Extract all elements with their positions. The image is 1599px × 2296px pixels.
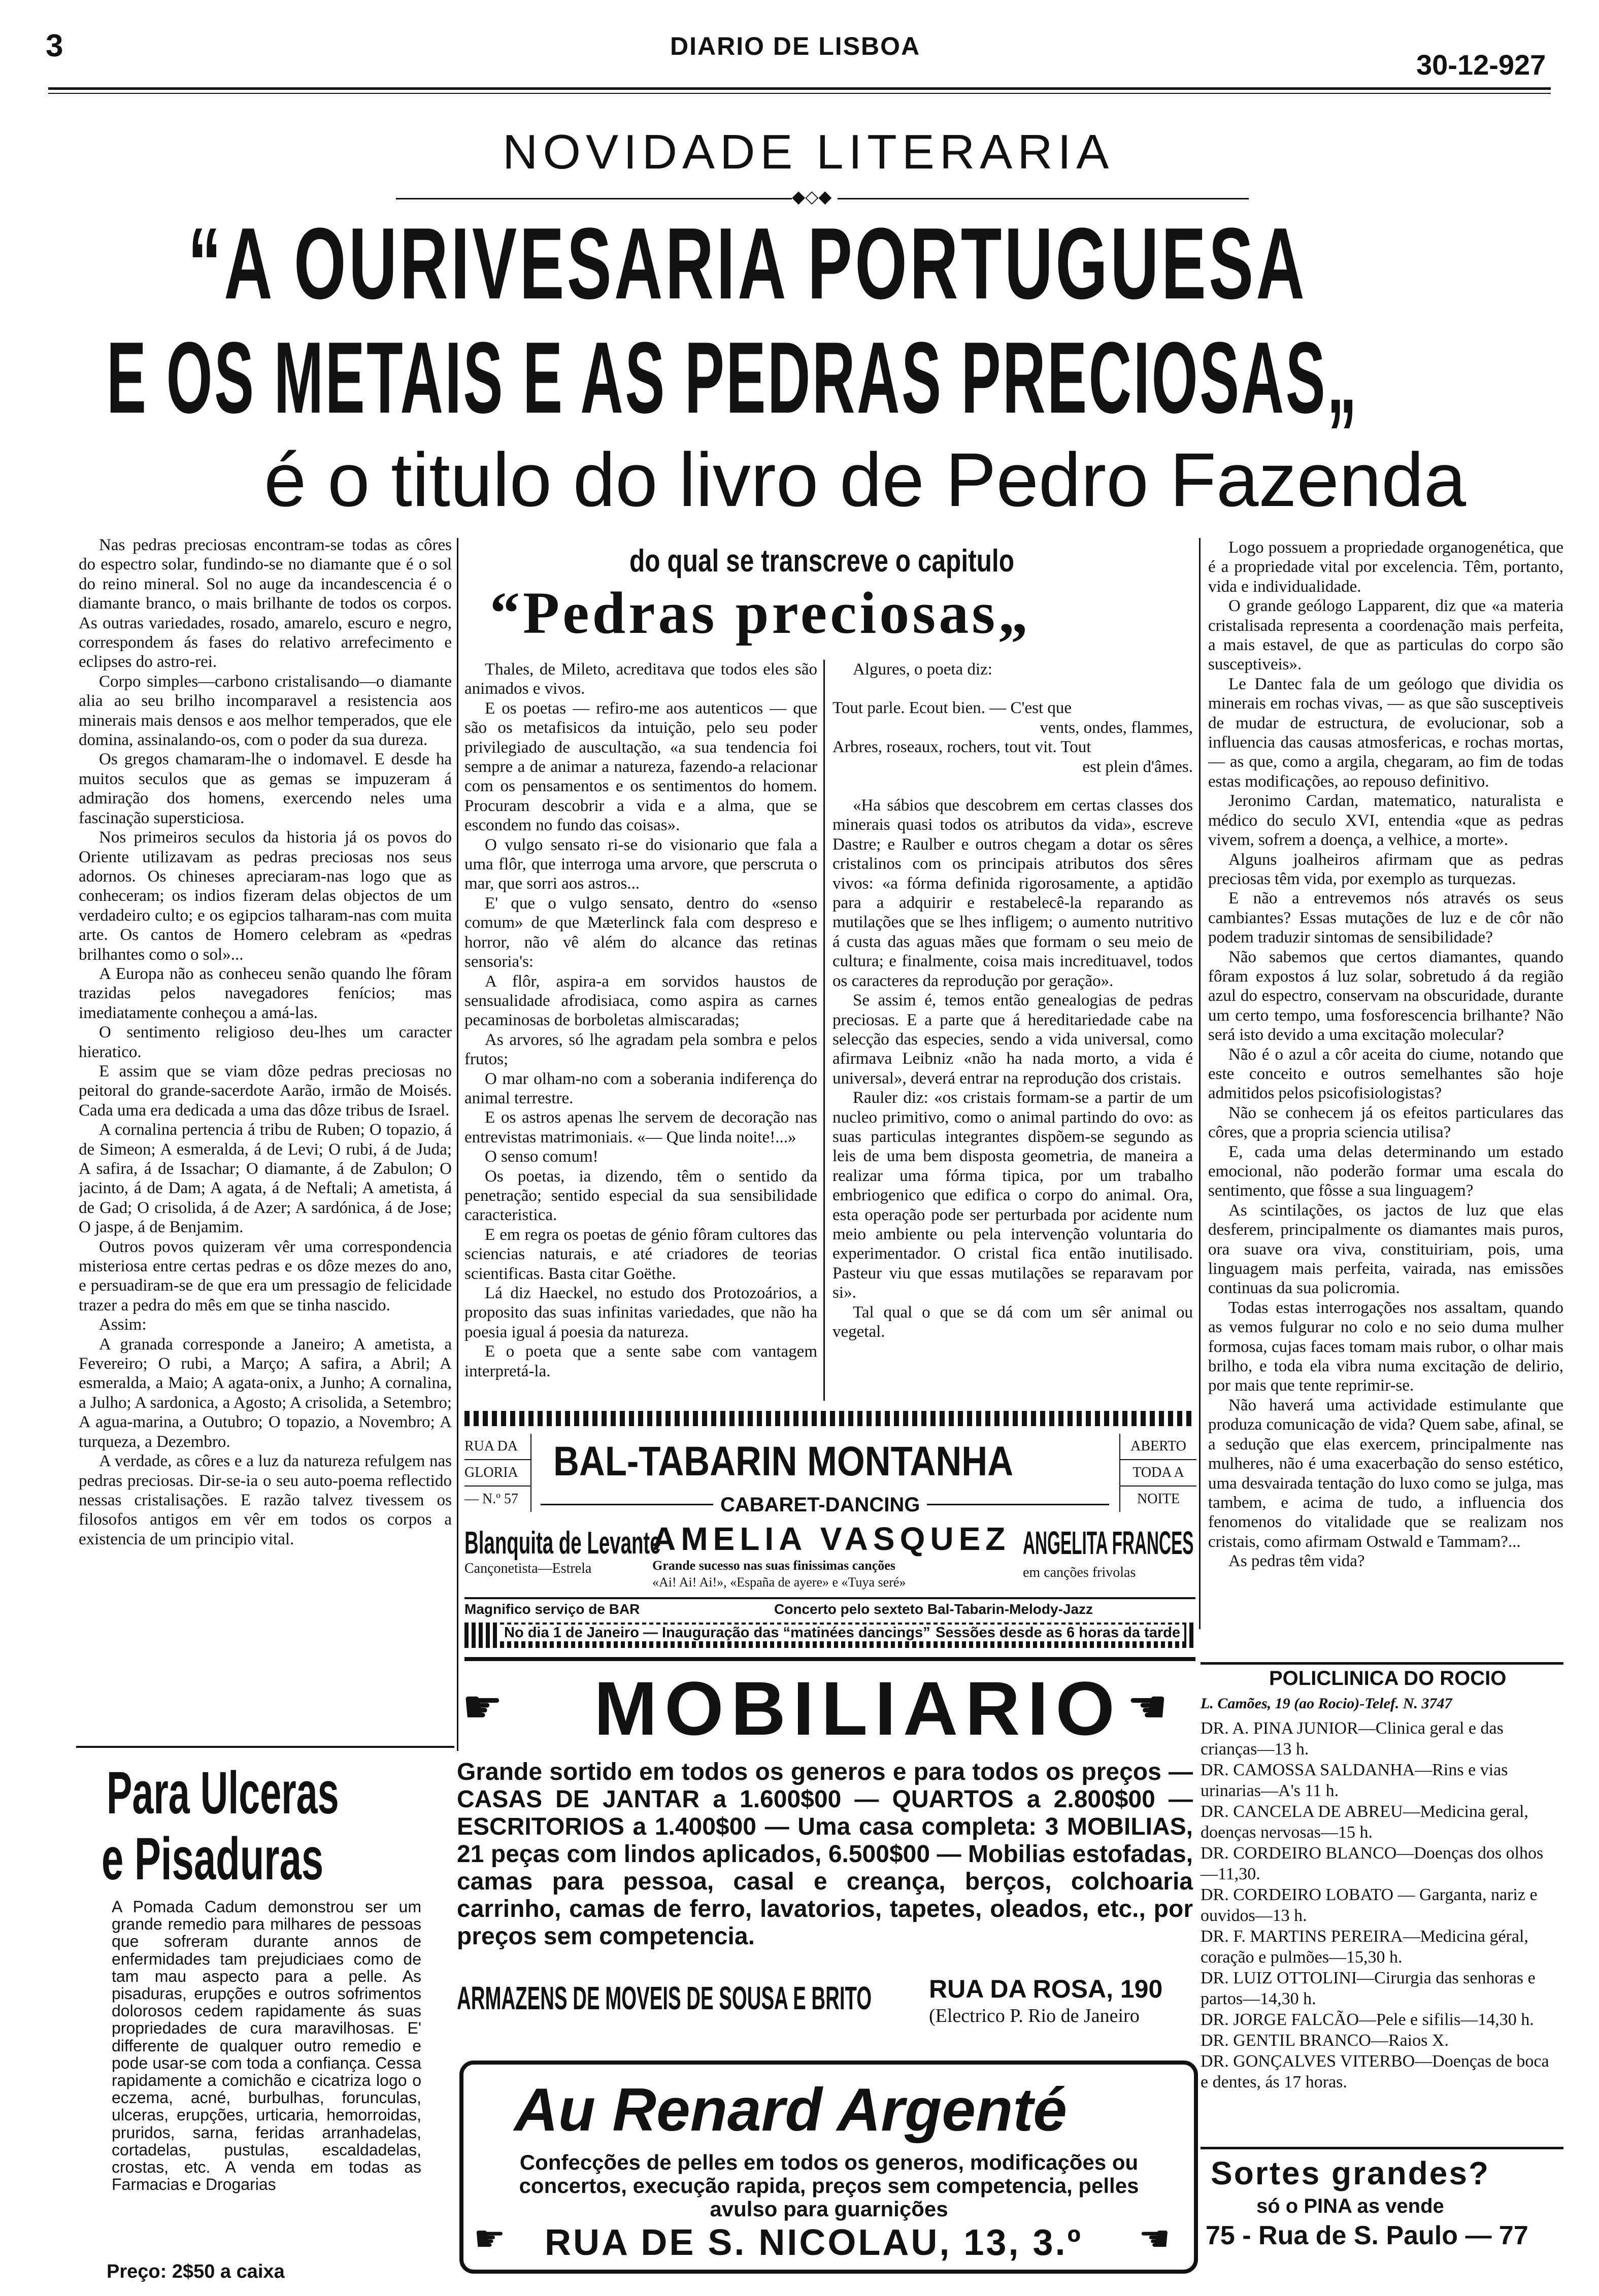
mobiliario-title: MOBILIARIO: [594, 1666, 1122, 1751]
article-column-4: [1208, 538, 1563, 1629]
ad-label-line: TODA A: [1120, 1460, 1196, 1487]
renard-text: Confecções de pelles em todos os generos, modificações ou concertos, execução rapida, preços sem competencia, pelles avulso para guarnições: [519, 2150, 1139, 2221]
paragraph: Lá diz Haeckel, no estudo dos Protozoários, a proposito das suas infinitas variedades, que não ha poesia igual á poesia da natureza.: [464, 1284, 817, 1341]
article-kicker: NOVIDADE LITERARIA: [503, 125, 1114, 179]
paragraph: O vulgo sensato ri-se do visionario que fala a uma flôr, que interroga uma arvore, que perscruta o mar, que sorri aos astros...: [464, 835, 817, 893]
paragraph: E não a entrevemos nós através os seus cambiantes? Essas mutações de luz e de côr não podem traduzir sintomas de sensibilidade?: [1208, 889, 1563, 947]
article-intro: do qual se transcreve o capitulo: [629, 544, 1014, 579]
paragraph: Assim:: [99, 1315, 147, 1334]
performer-2-line: «Ai! Ai! Ai!», «España de ayere» e «Tuya seré»: [652, 1575, 906, 1590]
paragraph: Jeronimo Cardan, matematico, naturalista e médico do seculo XVI, entendia «que as pedras vivem, sofrem a doença, a velhice, a morte».: [1208, 792, 1563, 850]
doctor-entry: DR. GENTIL BRANCO—Raios X.: [1201, 2031, 1449, 2050]
article-column-2: [464, 660, 817, 1401]
policlinica-title: POLICLINICA DO ROCIO: [1269, 1667, 1507, 1690]
doctor-entry: DR. CORDEIRO BLANCO—Doenças dos olhos—11,30.: [1201, 1844, 1544, 1883]
paragraph: A granada corresponde a Janeiro; A ametista, a Fevereiro; O rubi, a Março; A safira, a Abril; A esmeralda, a Maio; A agata-onix, a Junho; A cornalina, a Julho; A sardonica, a Agosto; A crisolida, a Setembro; A agua-marina, a Outubro; O topazio, a Novembro; A turqueza, a Dezembro.: [79, 1335, 452, 1451]
doctor-entry: DR. LUIZ OTTOLINI—Cirurgia das senhoras e partos—14,30 h.: [1201, 1969, 1536, 2008]
paragraph: As scintilações, os jactos de luz que elas desferem, principalmente os diamantes mais puros, ora suave ora viva, constituiriam, pois, uma linguagem mais perfeita, vairada, nas emissões continuas da sua policromia.: [1208, 1201, 1563, 1298]
mobiliario-tram: (Electrico P. Rio de Janeiro: [929, 2005, 1140, 2027]
paragraph: Corpo simples—carbono cristalisando—o diamante alia ao seu brilho incomparavel a resistencia aos minerais mais densos e aos melhor temperados, que ele domina, assinalando-os, com o poder da sua dureza.: [79, 672, 452, 750]
kicker-rule-left: [396, 198, 792, 199]
cadum-text: A Pomada Cadum demonstrou ser um grande remedio para milhares de pessoas que sofreram durante annos de enfermidades tam prejudiciaes como de tam mau aspecto para a pelle. As pisaduras, erupções e outros sofrimentos dolorosos cedem rapidamente ás suas propriedades de cura maravilhosas. E' differente de qualquer outro remedio e pode usar-se com toda a confiança. Cessa rapidamente a comichão e cicatriza logo o eczema, acné, burbulhas, forunculas, ulceras, erupções, urticaria, hemorroidas, pruridos, sarna, feridas arranhadelas, cortadelas, pustulas, escaldadelas, crostas, etc. A venda em todas as Farmacias e Drogarias: [112, 1898, 421, 2194]
page-number: 3: [46, 28, 63, 63]
paragraph: A Europa não as conheceu senão quando lhe fôram trazidas pelos navegadores fenícios; mas imediatamente conheçou a amá-las.: [79, 964, 452, 1022]
ad-label-line: ABERTO: [1120, 1434, 1196, 1460]
renard-ad: [459, 2061, 1198, 2274]
ad-top-rule: [76, 1746, 454, 1748]
paragraph: O mar olham-no com a soberania indiferença do animal terrestre.: [464, 1069, 817, 1107]
paragraph: Outros povos quizeram vêr uma correspondencia misteriosa entre certas pedras e os dôze mezes do ano, e persuadiram-se de que era um pressagio de felicidade trazer a pedra do mês em que se tinha nascido.: [79, 1237, 452, 1314]
decorative-border: [464, 1411, 1195, 1426]
sortes-line-1: só o PINA as vende: [1256, 2195, 1444, 2217]
issue-date: 30-12-927: [1416, 49, 1546, 81]
mobiliario-text: Grande sortido em todos os generos e para todos os preços — CASAS DE JANTAR a 1.600$00 — QUARTOS a 2.800$00 — ESCRITORIOS a 1.400$00 — Uma casa completa: 3 MOBILIAS, 21 peças com lindos aplicados, 6.500$00 — Mobilias estofadas, camas para pessoa, casal e creança, berços, colchoaria carrinho, camas de ferro, lavatorios, tapetes, oleados, etc., por preços sem competencia.: [457, 1759, 1193, 1950]
ad-top-rule: [1201, 2147, 1563, 2149]
paragraph: Não é o azul a côr aceita do ciume, notando que este conceito e outros semelhantes são hoje admitidos pelos psicofisiologistas?: [1208, 1045, 1563, 1103]
matinee-info: No dia 1 de Janeiro — Inauguração das “matinées dancings”: [500, 1625, 935, 1641]
ad-label-line: NOITE: [1137, 1491, 1180, 1507]
paragraph: Alguns joalheiros afirmam que as pedras preciosas têm vida, por exemplo as turquezas.: [1208, 850, 1563, 888]
performer-3-role: em canções frivolas: [1023, 1565, 1136, 1580]
ad-label-line: RUA DA: [464, 1434, 530, 1460]
paragraph: Nas pedras preciosas encontram-se todas as côres do espectro solar, fundindo-se no diamante que é o sol do reino mineral. Sol no auge da incandescencia é o diamante branco, o mais brilhante de todos os corpos. As outras variedades, rosado, amarelo, escuro e negro, correspondem ás fases do relativo arrefecimento e eclipses do astro-rei.: [79, 536, 452, 671]
poem-line: vents, ondes, flammes,: [1040, 718, 1193, 737]
paragraph: Rauler diz: «os cristais formam-se a partir de um nucleo primitivo, como o animal partindo do ovo: as suas particulas integrantes dispõem-se segundo as leis de uma bem disposta geometria, de maneira a realizar uma fórma tipica, por um trabalho embriogenico que edifica o corpo do animal. Ora, esta operação pode ser perturbada por acidente num meio ambiente ou pela intervenção voluntaria do experimentador. O cristal fica então inutilisado. Pasteur viu que essas mutilações se reparavam por si».: [832, 1089, 1193, 1302]
doctor-entry: DR. CANCELA DE ABREU—Medicina geral, doenças nervosas—15 h.: [1201, 1802, 1528, 1842]
doctor-entry: DR. F. MARTINS PEREIRA—Medicina géral, coração e pulmões—15,30 h.: [1201, 1927, 1528, 1967]
poem-line: Tout parle. Ecout bien. — C'est que: [832, 699, 1072, 718]
paragraph: Os poetas, ia dizendo, têm o sentido da penetração; sentido especial da sua sensibilidade caracteristica.: [464, 1167, 817, 1225]
renard-address: RUA DE S. NICOLAU, 13, 3.º: [545, 2222, 1083, 2263]
paragraph: E o poeta que a sente sabe com vantagem interpretá-la.: [464, 1342, 817, 1380]
paragraph: Logo possuem a propriedade organogenética, que é a propriedade vital por excelencia. Têm, portanto, vida e individualidade.: [1208, 538, 1563, 596]
sortes-ad: [1201, 2154, 1563, 2286]
performer-3-name: ANGELITA FRANCES: [1023, 1525, 1194, 1561]
mobiliario-address: RUA DA ROSA, 190: [929, 1975, 1163, 2003]
cadum-title-line-2: e Pisaduras: [102, 1826, 324, 1893]
kicker-rule-right: [838, 198, 1249, 199]
paragraph: E' que o vulgo sensato, dentro do «senso comum» de que Mæterlinck fala com despreso e horror, não vê além do alcance das retinas sensoria's:: [464, 894, 817, 971]
article-subhead: é o titulo do livro de Pedro Fazenda: [264, 437, 1467, 522]
ad-label-line: GLORIA: [464, 1460, 530, 1487]
paragraph: E em regra os poetas de génio fôram cultores das sciencias naturais, e até criadores de teorias scientificas. Basta citar Goëthe.: [464, 1225, 817, 1283]
paragraph: Os gregos chamaram-lhe o indomavel. E desde ha muitos seculos que as gemas se impuzeram á admiração dos homens, exercendo neles uma fascinação supersticiosa.: [79, 750, 452, 827]
ad-label-line: — N.º 57: [464, 1491, 518, 1507]
ad-rule: [464, 1597, 1195, 1599]
paragraph: Não se conhecem já os efeitos particulares das côres, que a propria sciencia utilisa?: [1208, 1103, 1563, 1142]
performer-1-role: Cançonetista—Estrela: [464, 1561, 592, 1576]
ad-left-label: [464, 1434, 531, 1512]
ad-right-label: [1119, 1434, 1196, 1512]
paragraph: Não sabemos que certos diamantes, quando fôram expostos á luz solar, sobretudo á da região azul do espectro, conservam na obscuridade, durante um certo tempo, uma fosforescencia brilhante? Não será isto devido a uma excitação molecular?: [1208, 948, 1563, 1044]
paragraph: Nos primeiros seculos da historia já os povos do Oriente utilizavam as pedras preciosas nos seus adornos. Os chineses apreciaram-nas logo que as conheceram; os indios fizeram delas objectos de um verdadeiro culto; e os egipcios talharam-nas com muita arte. Os cantos de Homero celebram as «pedras brilhantes como o sol»...: [79, 828, 452, 964]
doctor-entry: DR. CORDEIRO LOBATO — Garganta, nariz e ouvidos—13 h.: [1201, 1885, 1538, 1925]
paragraph: E os poetas — refiro-me aos autenticos — que são os metafisicos da intuição, pelo seu poder privilegiado de auscultação, «a sua tendencia foi sempre a de animar a natureza, fazendo-a relacionar com os pensamentos e os sentimentos do homem. Procuram descobrir a vida e a alma, que se escondem no fundo das coisas».: [464, 699, 817, 835]
pointing-hand-icon: ☛: [1139, 2220, 1171, 2259]
renard-title: Au Renard Argenté: [514, 2076, 1068, 2144]
policlinica-address: L. Camões, 19 (ao Rocio)-Telef. N. 3747: [1201, 1695, 1452, 1712]
concert-info: Concerto pelo sexteto Bal-Tabarin-Melody-Jazz: [774, 1601, 1093, 1617]
newspaper-name: DIARIO DE LISBOA: [670, 32, 921, 60]
doctor-list: [1201, 1718, 1556, 2092]
paragraph: O grande geólogo Lapparent, diz que «a materia cristalisada representa a coordenação mais perfeita, a mais estavel, de que as particulas do corpo são susceptiveis».: [1208, 597, 1563, 674]
bar-service: Magnifico serviço de BAR: [464, 1601, 640, 1617]
pointing-hand-icon: ☛: [462, 1682, 503, 1733]
paragraph: Le Dantec fala de um geólogo que dividia os minerais em rochas vivas, — as que são susceptiveis de mudar de estructura, de evolucionar, sob a influencia das causas atmosfericas, e rochas mortas, — as que, como a argila, chegaram, ao fim de todas estas modificações, ao repouso definitivo.: [1208, 674, 1563, 791]
paragraph: As pedras têm vida?: [1228, 1552, 1365, 1571]
paragraph: E assim que se viam dôze pedras preciosas no peitoral do grande-sacerdote Aarão, irmão de Moisés. Cada uma era dedicada a uma das dôze tribus de Israel.: [79, 1062, 452, 1120]
doctor-entry: DR. A. PINA JUNIOR—Clinica geral e das crianças—13 h.: [1201, 1719, 1504, 1759]
article-column-1: [79, 535, 452, 1748]
paragraph: O senso comum!: [485, 1147, 598, 1166]
sortes-line-2: 75 - Rua de S. Paulo — 77: [1206, 2221, 1528, 2250]
policlinica-ad: [1201, 1667, 1556, 2134]
chapter-title: “Pedras preciosas„: [490, 580, 1031, 646]
paragraph: Thales, de Mileto, acreditava que todos eles são animados e vivos.: [464, 660, 817, 698]
cadum-ad: [76, 1753, 452, 2291]
mobiliario-ad: [457, 1660, 1198, 2045]
poem-line: Arbres, roseaux, rochers, tout vit. Tout: [832, 738, 1091, 757]
performer-2-line: Grande sucesso nas suas finissimas canções: [652, 1558, 895, 1573]
headline-line-1: “A OURIVESARIA PORTUGUESA: [188, 207, 1308, 320]
pointing-hand-icon: ☛: [474, 2220, 506, 2259]
masthead-rule: [48, 87, 1551, 90]
baltabarin-ad: [464, 1434, 1195, 1698]
paragraph: As arvores, só lhe agradam pela sombra e pelos frutos;: [464, 1030, 817, 1069]
paragraph: A cornalina pertencia á tribu de Ruben; O topazio, á de Simeon; A esmeralda, á de Levi; O rubi, á de Juda; A safira, á de Issachar; O diamante, á de Zabulon; O jacinto, á de Dam; A agata, á de Neftali; A ametista, á de Gad; O crisolida, á de Azer; A sardónica, á de Jose; O jaspe, á de Benjamim.: [79, 1121, 452, 1237]
paragraph: O sentimento religioso deu-lhes um caracter hieratico.: [79, 1023, 452, 1061]
performer-1-name: Blanquita de Levante: [464, 1526, 661, 1561]
sessions-info: Sessões desde as 6 horas da tarde: [931, 1625, 1184, 1641]
sortes-title: Sortes grandes?: [1211, 2155, 1490, 2191]
paragraph: Algures, o poeta diz:: [853, 660, 992, 679]
paragraph: Tal qual o que se dá com um sêr animal ou vegetal.: [832, 1303, 1193, 1341]
pointing-hand-icon: ☛: [1127, 1682, 1168, 1733]
headline-line-2: E OS METAIS E AS PEDRAS PRECIOSAS„: [107, 321, 1359, 434]
paragraph: Se assim é, temos então genealogias de pedras preciosas. E a parte que á hereditariedade cabe na selecção das especies, sendo a vida universal, como afirmava Leibniz «não ha nada morto, a vida é universal», deverá entrar na reprodução dos cristais.: [832, 991, 1193, 1088]
column-divider: [457, 538, 458, 1751]
poem-line: est plein d'âmes.: [1082, 757, 1193, 776]
baltabarin-subtitle: CABARET-DANCING: [713, 1494, 927, 1516]
doctor-entry: DR. CAMOSSA SALDANHA—Rins e vias urinarias—A's 11 h.: [1201, 1761, 1508, 1800]
article-column-3: [832, 660, 1193, 1401]
column-divider: [823, 660, 825, 1401]
paragraph: E os astros apenas lhe servem de decoração nas entrevistas matrimoniais. «— Que linda noite!...»: [464, 1108, 817, 1146]
paragraph: E, cada uma delas determinando um estado emocional, não poderão formar uma escala do sentimento, que fôsse a sua linguagem?: [1208, 1142, 1563, 1200]
ad-band: [464, 1623, 1195, 1648]
cadum-price: Preço: 2$50 a caixa: [107, 2261, 285, 2282]
ornament-icon: ◆◇◆: [792, 188, 832, 207]
cadum-title-line-1: Para Ulceras: [107, 1760, 339, 1827]
paragraph: Não haverá uma actividade estimulante que produza comunicação de vida? Quem sabe, afinal, se a sedução que elas exercem, principalmente nas mulheres, não é uma exacerbação do senso estético, uma desvairada tentação do luxo como se julga, mas tambem, e acima de tudo, a influencia dos fenomenos do vitalidade que se realizam nos cristais, como afirmam Ostwald e Tammam?...: [1208, 1396, 1563, 1551]
column-divider: [1199, 538, 1201, 1629]
doctor-entry: DR. JORGE FALCÃO—Pele e sifilis—14,30 h.: [1201, 2010, 1534, 2029]
paragraph: Todas estas interrogações nos assaltam, quando as vemos fulgurar no colo e no seio duma mulher formosa, cujas faces tomam mais rubor, o olhar mais brilho, e toda ela vibra numa excitação de delirio, por mais que tente reprimir-se.: [1208, 1298, 1563, 1395]
doctor-entry: DR. GONÇALVES VITERBO—Doenças de boca e dentes, ás 17 horas.: [1201, 2052, 1549, 2091]
paragraph: A flôr, aspira-a em sorvidos haustos de sensualidade afrodisiaca, como aspira as carnes pecaminosas de borboletas almiscaradas;: [464, 972, 817, 1030]
paragraph: A verdade, as côres e a luz da natureza refulgem nas pedras preciosas. Dir-se-ia o seu auto-poema reflectido nessas cristalisações. E razão talvez tivessem os filosofos antigos em vêr em todos os corpos a existencia de um principio vital.: [79, 1452, 452, 1548]
ad-top-rule: [1201, 1662, 1563, 1665]
baltabarin-title: BAL-TABARIN MONTANHA: [553, 1438, 1014, 1484]
paragraph: «Ha sábios que descobrem em certas classes dos minerais quasi todos os atributos da vida», escreve Dastre; e Raulber e outros chegam a dotar os sêres cristalinos com os principais atributos dos sêres vivos: «a fórma definida rigorosamente, a aptidão para a adquirir e restabelecê-la reparando as mutilações que se lhes infligem; o aumento nutritivo á custa das aguas mães que formam o seu meio de cultura; e finalmente, coisa mais incredituavel, todos os caracteres da reprodução por geração».: [832, 796, 1193, 990]
performer-2-name: AMELIA VASQUEZ: [652, 1521, 1011, 1557]
mobiliario-shop: ARMAZENS DE MOVEIS DE SOUSA E BRITO: [457, 1980, 872, 2016]
masthead-rule-thin: [48, 93, 1551, 94]
